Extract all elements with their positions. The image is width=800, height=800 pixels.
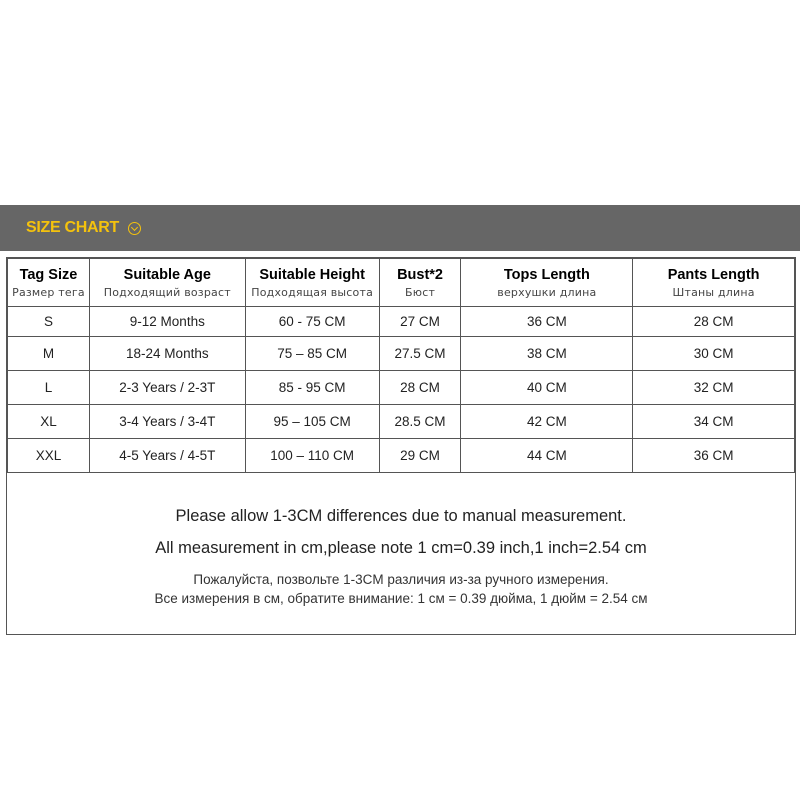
table-row (8, 307, 795, 337)
cell-pants-length: 36 CM (633, 439, 795, 473)
cell-height: 75 – 85 CM (245, 337, 379, 371)
banner-title: SIZE CHART (26, 219, 120, 236)
note-english-conversion: All measurement in cm,please note 1 cm=0.39 inch,1 inch=2.54 cm (155, 539, 647, 557)
cell-height: 95 – 105 CM (245, 405, 379, 439)
note-russian-allowance: Пожалуйста, позвольте 1-3CM различия из-за ручного измерения. (193, 572, 609, 587)
cell-tops-length: 40 CM (461, 371, 633, 405)
table-row (8, 371, 795, 405)
header-suitable-age: Suitable Age Подходящий возраст (89, 259, 245, 307)
size-chart-banner (0, 205, 800, 251)
cell-pants-length: 32 CM (633, 371, 795, 405)
note-russian-conversion: Все измерения в см, обратите внимание: 1 см = 0.39 дюйма, 1 дюйм = 2.54 см (154, 591, 648, 606)
cell-age: 3-4 Years / 3-4T (89, 405, 245, 439)
cell-tops-length: 38 CM (461, 337, 633, 371)
note-english-allowance: Please allow 1-3CM differences due to manual measurement. (175, 507, 627, 525)
size-chart-frame (6, 257, 796, 635)
cell-tops-length: 44 CM (461, 439, 633, 473)
cell-bust: 27.5 CM (379, 337, 461, 371)
header-bust: Bust*2 Бюст (379, 259, 461, 307)
header-suitable-height: Suitable Height Подходящая высота (245, 259, 379, 307)
cell-pants-length: 30 CM (633, 337, 795, 371)
cell-tag-size: XXL (8, 439, 90, 473)
cell-tag-size: L (8, 371, 90, 405)
table-row (8, 439, 795, 473)
cell-bust: 29 CM (379, 439, 461, 473)
table-row (8, 337, 795, 371)
cell-age: 9-12 Months (89, 307, 245, 337)
table-row (8, 405, 795, 439)
header-tag-size: Tag Size Размер тега (8, 259, 90, 307)
cell-tops-length: 36 CM (461, 307, 633, 337)
cell-tag-size: M (8, 337, 90, 371)
cell-height: 60 - 75 CM (245, 307, 379, 337)
cell-tag-size: S (8, 307, 90, 337)
cell-age: 18-24 Months (89, 337, 245, 371)
cell-bust: 28 CM (379, 371, 461, 405)
cell-age: 4-5 Years / 4-5T (89, 439, 245, 473)
cell-pants-length: 34 CM (633, 405, 795, 439)
chevron-down-circle-icon (128, 222, 141, 235)
cell-bust: 27 CM (379, 307, 461, 337)
cell-tag-size: XL (8, 405, 90, 439)
cell-age: 2-3 Years / 2-3T (89, 371, 245, 405)
table-header-row (8, 259, 795, 307)
cell-bust: 28.5 CM (379, 405, 461, 439)
cell-height: 85 - 95 CM (245, 371, 379, 405)
cell-pants-length: 28 CM (633, 307, 795, 337)
size-table (7, 258, 795, 473)
cell-height: 100 – 110 CM (245, 439, 379, 473)
cell-tops-length: 42 CM (461, 405, 633, 439)
header-tops-length: Tops Length верхушки длина (461, 259, 633, 307)
header-pants-length: Pants Length Штаны длина (633, 259, 795, 307)
